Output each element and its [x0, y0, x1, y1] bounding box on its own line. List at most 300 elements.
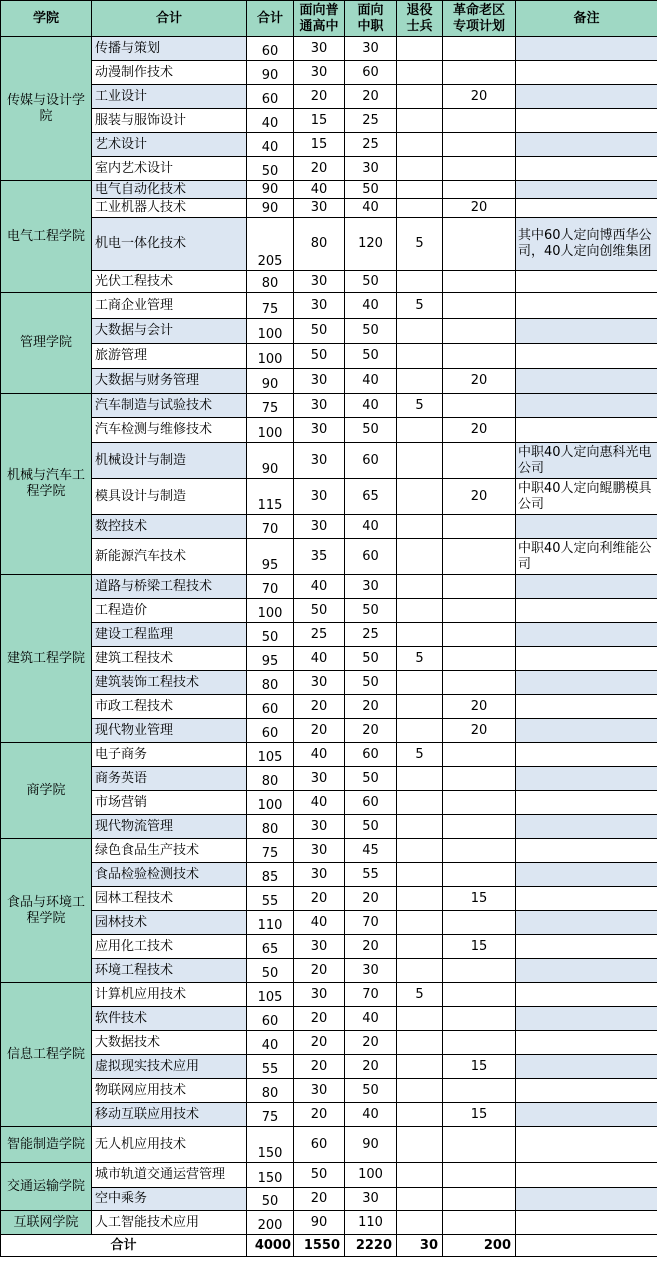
- table-row: [1, 181, 657, 199]
- veteran-cell: [397, 181, 443, 199]
- note-cell: [516, 575, 657, 599]
- revolution-cell: [443, 539, 516, 575]
- table-row: [1, 1163, 657, 1188]
- revolution-cell: 20: [443, 479, 516, 515]
- table-row: [1, 887, 657, 911]
- vocational-cell: 50: [345, 319, 397, 344]
- note-cell: [516, 181, 657, 199]
- revolution-cell: [443, 133, 516, 157]
- total-cell: 70: [247, 575, 294, 599]
- veteran-cell: [397, 815, 443, 839]
- general-cell: 80: [294, 218, 345, 271]
- total-cell: 100: [247, 791, 294, 815]
- note-cell: [516, 344, 657, 369]
- table-row: [1, 293, 657, 319]
- general-cell: 30: [294, 839, 345, 863]
- total-cell: 105: [247, 743, 294, 767]
- major-cell: 园林工程技术: [92, 887, 247, 911]
- note-cell: [516, 1163, 657, 1188]
- vocational-cell: 40: [345, 394, 397, 418]
- vocational-cell: 20: [345, 1031, 397, 1055]
- vocational-cell: 20: [345, 85, 397, 109]
- total-cell: 115: [247, 479, 294, 515]
- general-cell: 40: [294, 575, 345, 599]
- total-cell: 85: [247, 863, 294, 887]
- table-row: [1, 935, 657, 959]
- table-row: [1, 1211, 657, 1235]
- revolution-cell: [443, 671, 516, 695]
- major-cell: 模具设计与制造: [92, 479, 247, 515]
- general-cell: 30: [294, 443, 345, 479]
- vocational-cell: 60: [345, 791, 397, 815]
- revolution-cell: [443, 983, 516, 1007]
- total-cell: 80: [247, 671, 294, 695]
- header-row: [1, 1, 657, 37]
- table-row: [1, 863, 657, 887]
- revolution-cell: [443, 575, 516, 599]
- total-cell: 60: [247, 37, 294, 61]
- major-cell: 商务英语: [92, 767, 247, 791]
- general-cell: 50: [294, 319, 345, 344]
- note-cell: [516, 647, 657, 671]
- note-cell: [516, 839, 657, 863]
- general-cell: 30: [294, 671, 345, 695]
- veteran-cell: 5: [397, 293, 443, 319]
- note-cell: [516, 515, 657, 539]
- vocational-cell: 25: [345, 133, 397, 157]
- college-name: 电气工程学院: [1, 181, 92, 293]
- veteran-cell: [397, 515, 443, 539]
- total-cell: 90: [247, 199, 294, 218]
- note-cell: [516, 791, 657, 815]
- vocational-cell: 30: [345, 1188, 397, 1211]
- table-row: [1, 157, 657, 181]
- vocational-cell: 90: [345, 1127, 397, 1163]
- general-cell: 40: [294, 181, 345, 199]
- table-row: [1, 1103, 657, 1127]
- note-cell: [516, 887, 657, 911]
- footer-general: 1550: [294, 1235, 345, 1257]
- general-cell: 30: [294, 983, 345, 1007]
- table-row: [1, 85, 657, 109]
- table-row: [1, 479, 657, 515]
- revolution-cell: [443, 767, 516, 791]
- revolution-cell: [443, 319, 516, 344]
- vocational-cell: 45: [345, 839, 397, 863]
- general-cell: 30: [294, 863, 345, 887]
- revolution-cell: [443, 1079, 516, 1103]
- total-cell: 40: [247, 133, 294, 157]
- revolution-cell: 20: [443, 695, 516, 719]
- note-cell: [516, 671, 657, 695]
- major-cell: 动漫制作技术: [92, 61, 247, 85]
- revolution-cell: 15: [443, 1103, 516, 1127]
- veteran-cell: [397, 863, 443, 887]
- major-cell: 道路与桥梁工程技术: [92, 575, 247, 599]
- table-row: [1, 1127, 657, 1163]
- veteran-cell: [397, 959, 443, 983]
- total-cell: 70: [247, 515, 294, 539]
- vocational-cell: 70: [345, 983, 397, 1007]
- header-veteran: 退役 士兵: [397, 1, 443, 37]
- total-cell: 60: [247, 85, 294, 109]
- table-row: [1, 61, 657, 85]
- table-row: [1, 647, 657, 671]
- revolution-cell: [443, 181, 516, 199]
- table-row: [1, 369, 657, 394]
- major-cell: 电子商务: [92, 743, 247, 767]
- total-cell: 60: [247, 719, 294, 743]
- general-cell: 20: [294, 1007, 345, 1031]
- footer-total: 4000: [247, 1235, 294, 1257]
- general-cell: 40: [294, 791, 345, 815]
- general-cell: 50: [294, 1163, 345, 1188]
- note-cell: [516, 109, 657, 133]
- general-cell: 90: [294, 1211, 345, 1235]
- college-name: 智能制造学院: [1, 1127, 92, 1163]
- general-cell: 30: [294, 815, 345, 839]
- veteran-cell: [397, 344, 443, 369]
- revolution-cell: [443, 863, 516, 887]
- major-cell: 艺术设计: [92, 133, 247, 157]
- note-cell: [516, 418, 657, 443]
- veteran-cell: [397, 791, 443, 815]
- vocational-cell: 50: [345, 181, 397, 199]
- table-row: [1, 599, 657, 623]
- header-note: 备注: [516, 1, 657, 37]
- general-cell: 60: [294, 1127, 345, 1163]
- table-row: [1, 418, 657, 443]
- total-cell: 60: [247, 1007, 294, 1031]
- total-cell: 100: [247, 599, 294, 623]
- total-cell: 75: [247, 293, 294, 319]
- major-cell: 计算机应用技术: [92, 983, 247, 1007]
- revolution-cell: [443, 911, 516, 935]
- general-cell: 25: [294, 623, 345, 647]
- vocational-cell: 40: [345, 1103, 397, 1127]
- vocational-cell: 50: [345, 767, 397, 791]
- vocational-cell: 50: [345, 344, 397, 369]
- revolution-cell: [443, 743, 516, 767]
- major-cell: 软件技术: [92, 1007, 247, 1031]
- major-cell: 城市轨道交通运营管理: [92, 1163, 247, 1188]
- total-cell: 80: [247, 271, 294, 293]
- note-cell: [516, 1211, 657, 1235]
- veteran-cell: [397, 719, 443, 743]
- veteran-cell: 5: [397, 394, 443, 418]
- veteran-cell: [397, 887, 443, 911]
- revolution-cell: [443, 1163, 516, 1188]
- general-cell: 30: [294, 369, 345, 394]
- note-cell: [516, 293, 657, 319]
- total-cell: 100: [247, 319, 294, 344]
- general-cell: 40: [294, 647, 345, 671]
- total-cell: 60: [247, 695, 294, 719]
- note-cell: 中职40人定向利维能公司: [516, 539, 657, 575]
- major-cell: 旅游管理: [92, 344, 247, 369]
- total-cell: 75: [247, 1103, 294, 1127]
- veteran-cell: [397, 575, 443, 599]
- table-row: [1, 743, 657, 767]
- header-general: 面向普 通高中: [294, 1, 345, 37]
- vocational-cell: 20: [345, 935, 397, 959]
- table-row: [1, 719, 657, 743]
- vocational-cell: 100: [345, 1163, 397, 1188]
- table-row: [1, 911, 657, 935]
- revolution-cell: [443, 271, 516, 293]
- table-row: [1, 623, 657, 647]
- vocational-cell: 60: [345, 743, 397, 767]
- general-cell: 35: [294, 539, 345, 575]
- note-cell: [516, 61, 657, 85]
- total-cell: 100: [247, 344, 294, 369]
- revolution-cell: [443, 344, 516, 369]
- note-cell: [516, 959, 657, 983]
- table-row: [1, 1007, 657, 1031]
- college-name: 机械与汽车工程学院: [1, 394, 92, 575]
- note-cell: [516, 599, 657, 623]
- veteran-cell: [397, 695, 443, 719]
- veteran-cell: [397, 369, 443, 394]
- revolution-cell: [443, 443, 516, 479]
- note-cell: [516, 863, 657, 887]
- general-cell: 30: [294, 418, 345, 443]
- revolution-cell: [443, 37, 516, 61]
- veteran-cell: [397, 37, 443, 61]
- veteran-cell: [397, 623, 443, 647]
- note-cell: 中职40人定向鲲鹏模具公司: [516, 479, 657, 515]
- table-row: [1, 319, 657, 344]
- general-cell: 20: [294, 1188, 345, 1211]
- revolution-cell: 20: [443, 199, 516, 218]
- vocational-cell: 30: [345, 959, 397, 983]
- major-cell: 移动互联应用技术: [92, 1103, 247, 1127]
- veteran-cell: [397, 133, 443, 157]
- total-cell: 75: [247, 394, 294, 418]
- vocational-cell: 40: [345, 293, 397, 319]
- total-cell: 205: [247, 218, 294, 271]
- veteran-cell: [397, 1188, 443, 1211]
- table-row: [1, 515, 657, 539]
- total-cell: 90: [247, 181, 294, 199]
- vocational-cell: 25: [345, 623, 397, 647]
- total-cell: 40: [247, 109, 294, 133]
- revolution-cell: [443, 791, 516, 815]
- general-cell: 30: [294, 935, 345, 959]
- general-cell: 30: [294, 199, 345, 218]
- vocational-cell: 40: [345, 1007, 397, 1031]
- total-cell: 40: [247, 1031, 294, 1055]
- revolution-cell: [443, 293, 516, 319]
- revolution-cell: [443, 959, 516, 983]
- table-row: [1, 37, 657, 61]
- table-row: [1, 791, 657, 815]
- veteran-cell: [397, 479, 443, 515]
- veteran-cell: [397, 1211, 443, 1235]
- veteran-cell: [397, 1127, 443, 1163]
- vocational-cell: 30: [345, 37, 397, 61]
- note-cell: [516, 1031, 657, 1055]
- total-cell: 75: [247, 839, 294, 863]
- revolution-cell: [443, 515, 516, 539]
- major-cell: 工程造价: [92, 599, 247, 623]
- footer-note: [516, 1235, 657, 1257]
- college-name: 信息工程学院: [1, 983, 92, 1127]
- revolution-cell: [443, 1127, 516, 1163]
- major-cell: 电气自动化技术: [92, 181, 247, 199]
- revolution-cell: [443, 815, 516, 839]
- vocational-cell: 70: [345, 911, 397, 935]
- header-major: 合计: [92, 1, 247, 37]
- major-cell: 食品检验检测技术: [92, 863, 247, 887]
- major-cell: 建筑装饰工程技术: [92, 671, 247, 695]
- major-cell: 工商企业管理: [92, 293, 247, 319]
- revolution-cell: [443, 1007, 516, 1031]
- total-cell: 50: [247, 157, 294, 181]
- total-cell: 55: [247, 1055, 294, 1079]
- vocational-cell: 50: [345, 1079, 397, 1103]
- revolution-cell: 15: [443, 887, 516, 911]
- revolution-cell: [443, 157, 516, 181]
- vocational-cell: 25: [345, 109, 397, 133]
- vocational-cell: 50: [345, 271, 397, 293]
- college-name: 交通运输学院: [1, 1163, 92, 1211]
- table-row: [1, 767, 657, 791]
- table-row: [1, 983, 657, 1007]
- note-cell: [516, 767, 657, 791]
- veteran-cell: [397, 157, 443, 181]
- revolution-cell: [443, 839, 516, 863]
- college-name: 食品与环境工程学院: [1, 839, 92, 983]
- general-cell: 30: [294, 293, 345, 319]
- note-cell: [516, 623, 657, 647]
- vocational-cell: 40: [345, 515, 397, 539]
- major-cell: 光伏工程技术: [92, 271, 247, 293]
- veteran-cell: 5: [397, 983, 443, 1007]
- veteran-cell: [397, 1007, 443, 1031]
- footer-label: 合计: [1, 1235, 247, 1257]
- veteran-cell: [397, 911, 443, 935]
- general-cell: 40: [294, 743, 345, 767]
- note-cell: [516, 133, 657, 157]
- revolution-cell: 15: [443, 1055, 516, 1079]
- revolution-cell: [443, 647, 516, 671]
- major-cell: 服装与服饰设计: [92, 109, 247, 133]
- vocational-cell: 20: [345, 695, 397, 719]
- note-cell: [516, 199, 657, 218]
- vocational-cell: 110: [345, 1211, 397, 1235]
- major-cell: 大数据与会计: [92, 319, 247, 344]
- note-cell: 中职40人定向惠科光电公司: [516, 443, 657, 479]
- vocational-cell: 120: [345, 218, 397, 271]
- vocational-cell: 20: [345, 887, 397, 911]
- total-cell: 50: [247, 623, 294, 647]
- note-cell: 其中60人定向博西华公司，40人定向创维集团: [516, 218, 657, 271]
- major-cell: 工业设计: [92, 85, 247, 109]
- general-cell: 20: [294, 1055, 345, 1079]
- vocational-cell: 40: [345, 199, 397, 218]
- general-cell: 30: [294, 767, 345, 791]
- header-college: 学院: [1, 1, 92, 37]
- note-cell: [516, 157, 657, 181]
- major-cell: 大数据技术: [92, 1031, 247, 1055]
- header-revolution: 革命老区 专项计划: [443, 1, 516, 37]
- major-cell: 汽车制造与试验技术: [92, 394, 247, 418]
- table-row: [1, 959, 657, 983]
- note-cell: [516, 743, 657, 767]
- vocational-cell: 60: [345, 443, 397, 479]
- footer-row: [1, 1235, 657, 1257]
- veteran-cell: 5: [397, 647, 443, 671]
- major-cell: 汽车检测与维修技术: [92, 418, 247, 443]
- veteran-cell: [397, 199, 443, 218]
- general-cell: 20: [294, 1103, 345, 1127]
- note-cell: [516, 319, 657, 344]
- note-cell: [516, 911, 657, 935]
- total-cell: 150: [247, 1127, 294, 1163]
- major-cell: 市政工程技术: [92, 695, 247, 719]
- college-name: 商学院: [1, 743, 92, 839]
- major-cell: 建筑工程技术: [92, 647, 247, 671]
- table-row: [1, 1079, 657, 1103]
- veteran-cell: 5: [397, 743, 443, 767]
- major-cell: 空中乘务: [92, 1188, 247, 1211]
- total-cell: 80: [247, 1079, 294, 1103]
- vocational-cell: 20: [345, 719, 397, 743]
- header-vocational: 面向 中职: [345, 1, 397, 37]
- total-cell: 95: [247, 539, 294, 575]
- table-row: [1, 815, 657, 839]
- general-cell: 30: [294, 271, 345, 293]
- total-cell: 50: [247, 959, 294, 983]
- general-cell: 15: [294, 109, 345, 133]
- note-cell: [516, 1188, 657, 1211]
- table-row: [1, 1188, 657, 1211]
- veteran-cell: [397, 1163, 443, 1188]
- note-cell: [516, 1079, 657, 1103]
- major-cell: 建设工程监理: [92, 623, 247, 647]
- vocational-cell: 50: [345, 599, 397, 623]
- major-cell: 大数据与财务管理: [92, 369, 247, 394]
- table-row: [1, 695, 657, 719]
- note-cell: [516, 719, 657, 743]
- veteran-cell: [397, 85, 443, 109]
- table-row: [1, 443, 657, 479]
- table-row: [1, 575, 657, 599]
- table-row: [1, 839, 657, 863]
- general-cell: 20: [294, 695, 345, 719]
- total-cell: 95: [247, 647, 294, 671]
- veteran-cell: [397, 109, 443, 133]
- general-cell: 20: [294, 157, 345, 181]
- major-cell: 现代物流管理: [92, 815, 247, 839]
- veteran-cell: [397, 539, 443, 575]
- note-cell: [516, 983, 657, 1007]
- major-cell: 园林技术: [92, 911, 247, 935]
- table-row: [1, 218, 657, 271]
- total-cell: 55: [247, 887, 294, 911]
- total-cell: 90: [247, 61, 294, 85]
- general-cell: 20: [294, 85, 345, 109]
- general-cell: 20: [294, 887, 345, 911]
- major-cell: 环境工程技术: [92, 959, 247, 983]
- major-cell: 人工智能技术应用: [92, 1211, 247, 1235]
- major-cell: 绿色食品生产技术: [92, 839, 247, 863]
- total-cell: 105: [247, 983, 294, 1007]
- revolution-cell: [443, 599, 516, 623]
- veteran-cell: [397, 271, 443, 293]
- vocational-cell: 60: [345, 539, 397, 575]
